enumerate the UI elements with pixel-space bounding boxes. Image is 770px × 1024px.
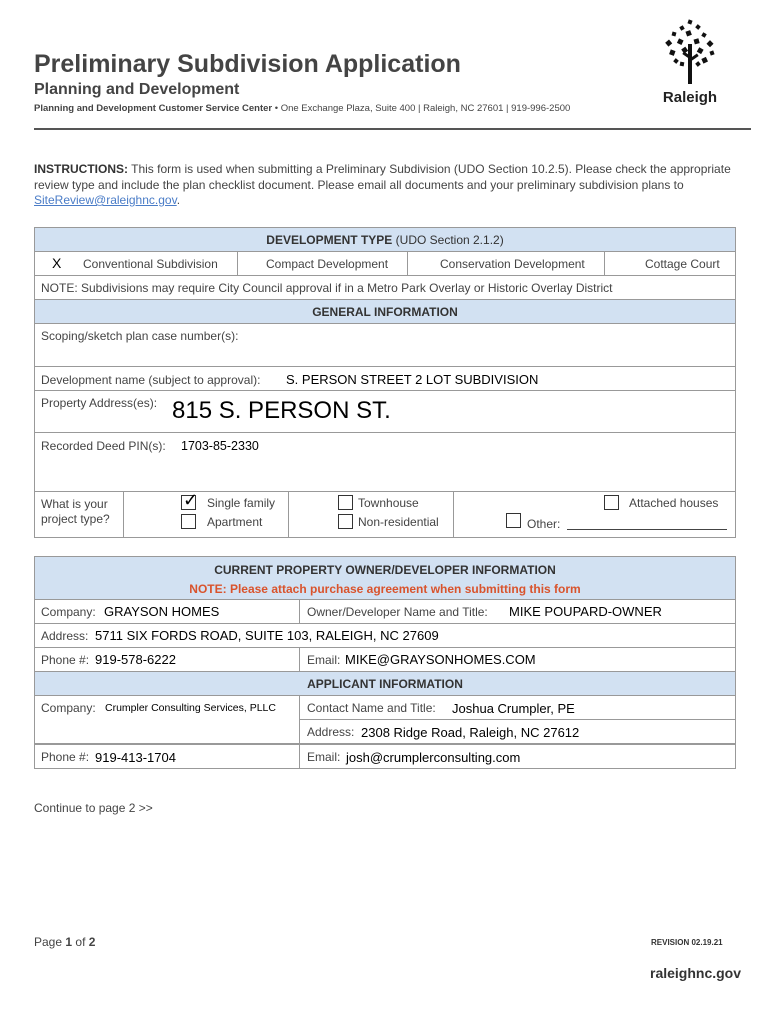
- owner-phone-label: Phone #:: [41, 653, 90, 667]
- townhouse-checkbox[interactable]: [338, 495, 353, 510]
- revision-label: REVISION 02.19.21: [651, 938, 723, 947]
- owner-address-value: 5711 SIX FORDS ROAD, SUITE 103, RALEIGH, NC 27609: [95, 628, 439, 643]
- pin-value: 1703-85-2330: [181, 439, 259, 453]
- scoping-label: Scoping/sketch plan case number(s):: [41, 329, 239, 343]
- owner-company-row: [35, 600, 735, 624]
- owner-applicant-table: [34, 556, 736, 769]
- scoping-row[interactable]: [35, 324, 735, 367]
- townhouse-label: Townhouse: [358, 496, 419, 510]
- owner-name-field[interactable]: [300, 600, 735, 623]
- office-contact: • One Exchange Plaza, Suite 400 | Raleigh, NC 27601 | 919-996-2500: [274, 103, 571, 114]
- other-input-line[interactable]: [567, 529, 727, 530]
- applicant-contact-label: Contact Name and Title:: [307, 701, 436, 715]
- development-name-value: S. PERSON STREET 2 LOT SUBDIVISION: [286, 372, 539, 387]
- divider: [453, 492, 454, 537]
- owner-phone-field[interactable]: [35, 648, 299, 671]
- divider: [123, 492, 124, 537]
- other-label: Other:: [527, 517, 561, 531]
- header-divider: [34, 128, 751, 130]
- owner-header-note: NOTE: Please attach purchase agreement when submitting this form: [189, 582, 581, 596]
- property-address-row[interactable]: [35, 391, 735, 433]
- page-prefix: Page: [34, 935, 63, 949]
- instructions-label: INSTRUCTIONS:: [34, 162, 128, 176]
- development-type-section: (UDO Section 2.1.2): [395, 233, 504, 247]
- development-type-options: [35, 252, 735, 276]
- owner-company-value: GRAYSON HOMES: [104, 604, 220, 619]
- apartment-label: Apartment: [207, 515, 263, 529]
- option-conventional-label: Conventional Subdivision: [83, 257, 218, 271]
- office-address: [34, 103, 570, 114]
- applicant-address-label: Address:: [307, 725, 355, 739]
- owner-email-value: MIKE@GRAYSONHOMES.COM: [345, 652, 536, 667]
- applicant-email-label: Email:: [307, 750, 341, 764]
- other-checkbox[interactable]: [506, 513, 521, 528]
- divider: [288, 492, 289, 537]
- pin-label: Recorded Deed PIN(s):: [41, 439, 166, 453]
- attached-houses-checkbox[interactable]: [604, 495, 619, 510]
- apartment-checkbox[interactable]: [181, 514, 196, 529]
- owner-address-label: Address:: [41, 629, 89, 643]
- option-conventional[interactable]: [35, 252, 237, 275]
- option-cottage-court-label: Cottage Court: [645, 257, 720, 271]
- applicant-company-field[interactable]: [35, 696, 299, 743]
- development-type-title: DEVELOPMENT TYPE: [266, 233, 393, 247]
- office-name: Planning and Development Customer Service Center: [34, 103, 273, 114]
- page-title: Preliminary Subdivision Application: [34, 50, 461, 78]
- owner-email-field[interactable]: [300, 648, 735, 671]
- owner-name-label: Owner/Developer Name and Title:: [307, 605, 488, 619]
- option-compact[interactable]: [238, 252, 407, 275]
- option-compact-label: Compact Development: [266, 257, 389, 271]
- option-cottage-court[interactable]: [605, 252, 735, 275]
- project-type-label: What is your project type?: [41, 497, 110, 526]
- selected-mark: X: [52, 255, 62, 271]
- logo-wordmark: Raleigh: [662, 89, 718, 106]
- owner-phone-row: [35, 648, 735, 672]
- continue-link[interactable]: Continue to page 2 >>: [34, 801, 153, 815]
- page-number: 1: [65, 935, 73, 949]
- pin-row[interactable]: [35, 433, 735, 492]
- owner-address-row[interactable]: [35, 624, 735, 648]
- instructions-end: .: [176, 193, 181, 207]
- owner-name-value: MIKE POUPARD-OWNER: [509, 604, 662, 619]
- option-conservation[interactable]: [408, 252, 604, 275]
- development-note: NOTE: Subdivisions may require City Council approval if in a Metro Park Overlay or Historic Overlay District: [41, 281, 613, 295]
- owner-phone-value: 919-578-6222: [95, 652, 176, 667]
- page-indicator: [34, 935, 95, 949]
- development-general-table: [34, 227, 736, 538]
- applicant-phone-field[interactable]: [35, 745, 299, 768]
- attached-houses-label: Attached houses: [629, 496, 719, 510]
- owner-header: [35, 557, 735, 600]
- owner-header-title: CURRENT PROPERTY OWNER/DEVELOPER INFORMATION: [214, 563, 556, 577]
- owner-company-label: Company:: [41, 605, 96, 619]
- website-label: raleighnc.gov: [650, 965, 742, 981]
- page-of: of: [75, 935, 86, 949]
- applicant-address-value: 2308 Ridge Road, Raleigh, NC 27612: [361, 725, 580, 740]
- applicant-email-value: josh@crumplerconsulting.com: [346, 750, 521, 765]
- applicant-contact-field[interactable]: [300, 696, 735, 720]
- site-review-email-link[interactable]: SiteReview@raleighnc.gov: [34, 193, 177, 207]
- applicant-company-block: [35, 696, 735, 744]
- instructions-text: This form is used when submitting a Preliminary Subdivision (UDO Section 10.2.5). Please check the appropriate review type and include the plan checklist document. Please email all documents and your preliminary subdivision plans to: [34, 162, 731, 192]
- single-family-checkbox[interactable]: [181, 490, 199, 510]
- development-name-label: Development name (subject to approval):: [41, 373, 261, 387]
- property-address-label: Property Address(es):: [41, 396, 158, 410]
- applicant-address-field[interactable]: [300, 720, 735, 744]
- owner-email-label: Email:: [307, 653, 341, 667]
- applicant-contact-value: Joshua Crumpler, PE: [452, 701, 575, 716]
- applicant-company-label: Company:: [41, 701, 96, 715]
- development-note-row: [35, 276, 735, 300]
- development-type-header: [35, 228, 735, 252]
- non-residential-checkbox[interactable]: [338, 514, 353, 529]
- general-info-header: GENERAL INFORMATION: [35, 300, 735, 324]
- project-type-row: [35, 492, 735, 537]
- owner-company-field[interactable]: [35, 600, 299, 623]
- development-name-row[interactable]: [35, 367, 735, 391]
- project-type-question: [35, 492, 123, 537]
- check-icon: ✓: [183, 490, 199, 510]
- oak-tree-icon: [652, 16, 728, 88]
- applicant-email-field[interactable]: [300, 745, 735, 768]
- option-conservation-label: Conservation Development: [440, 257, 585, 271]
- page-subtitle: Planning and Development: [34, 81, 240, 98]
- instructions: [34, 162, 738, 209]
- applicant-company-value: Crumpler Consulting Services, PLLC: [105, 702, 276, 714]
- property-address-value: 815 S. PERSON ST.: [172, 397, 391, 424]
- applicant-phone-value: 919-413-1704: [95, 750, 176, 765]
- page-total: 2: [88, 935, 96, 949]
- applicant-phone-row: [35, 744, 735, 768]
- single-family-label: Single family: [207, 496, 276, 510]
- applicant-header: APPLICANT INFORMATION: [35, 672, 735, 696]
- applicant-phone-label: Phone #:: [41, 750, 90, 764]
- non-residential-label: Non-residential: [358, 515, 439, 529]
- raleigh-logo: [652, 16, 736, 112]
